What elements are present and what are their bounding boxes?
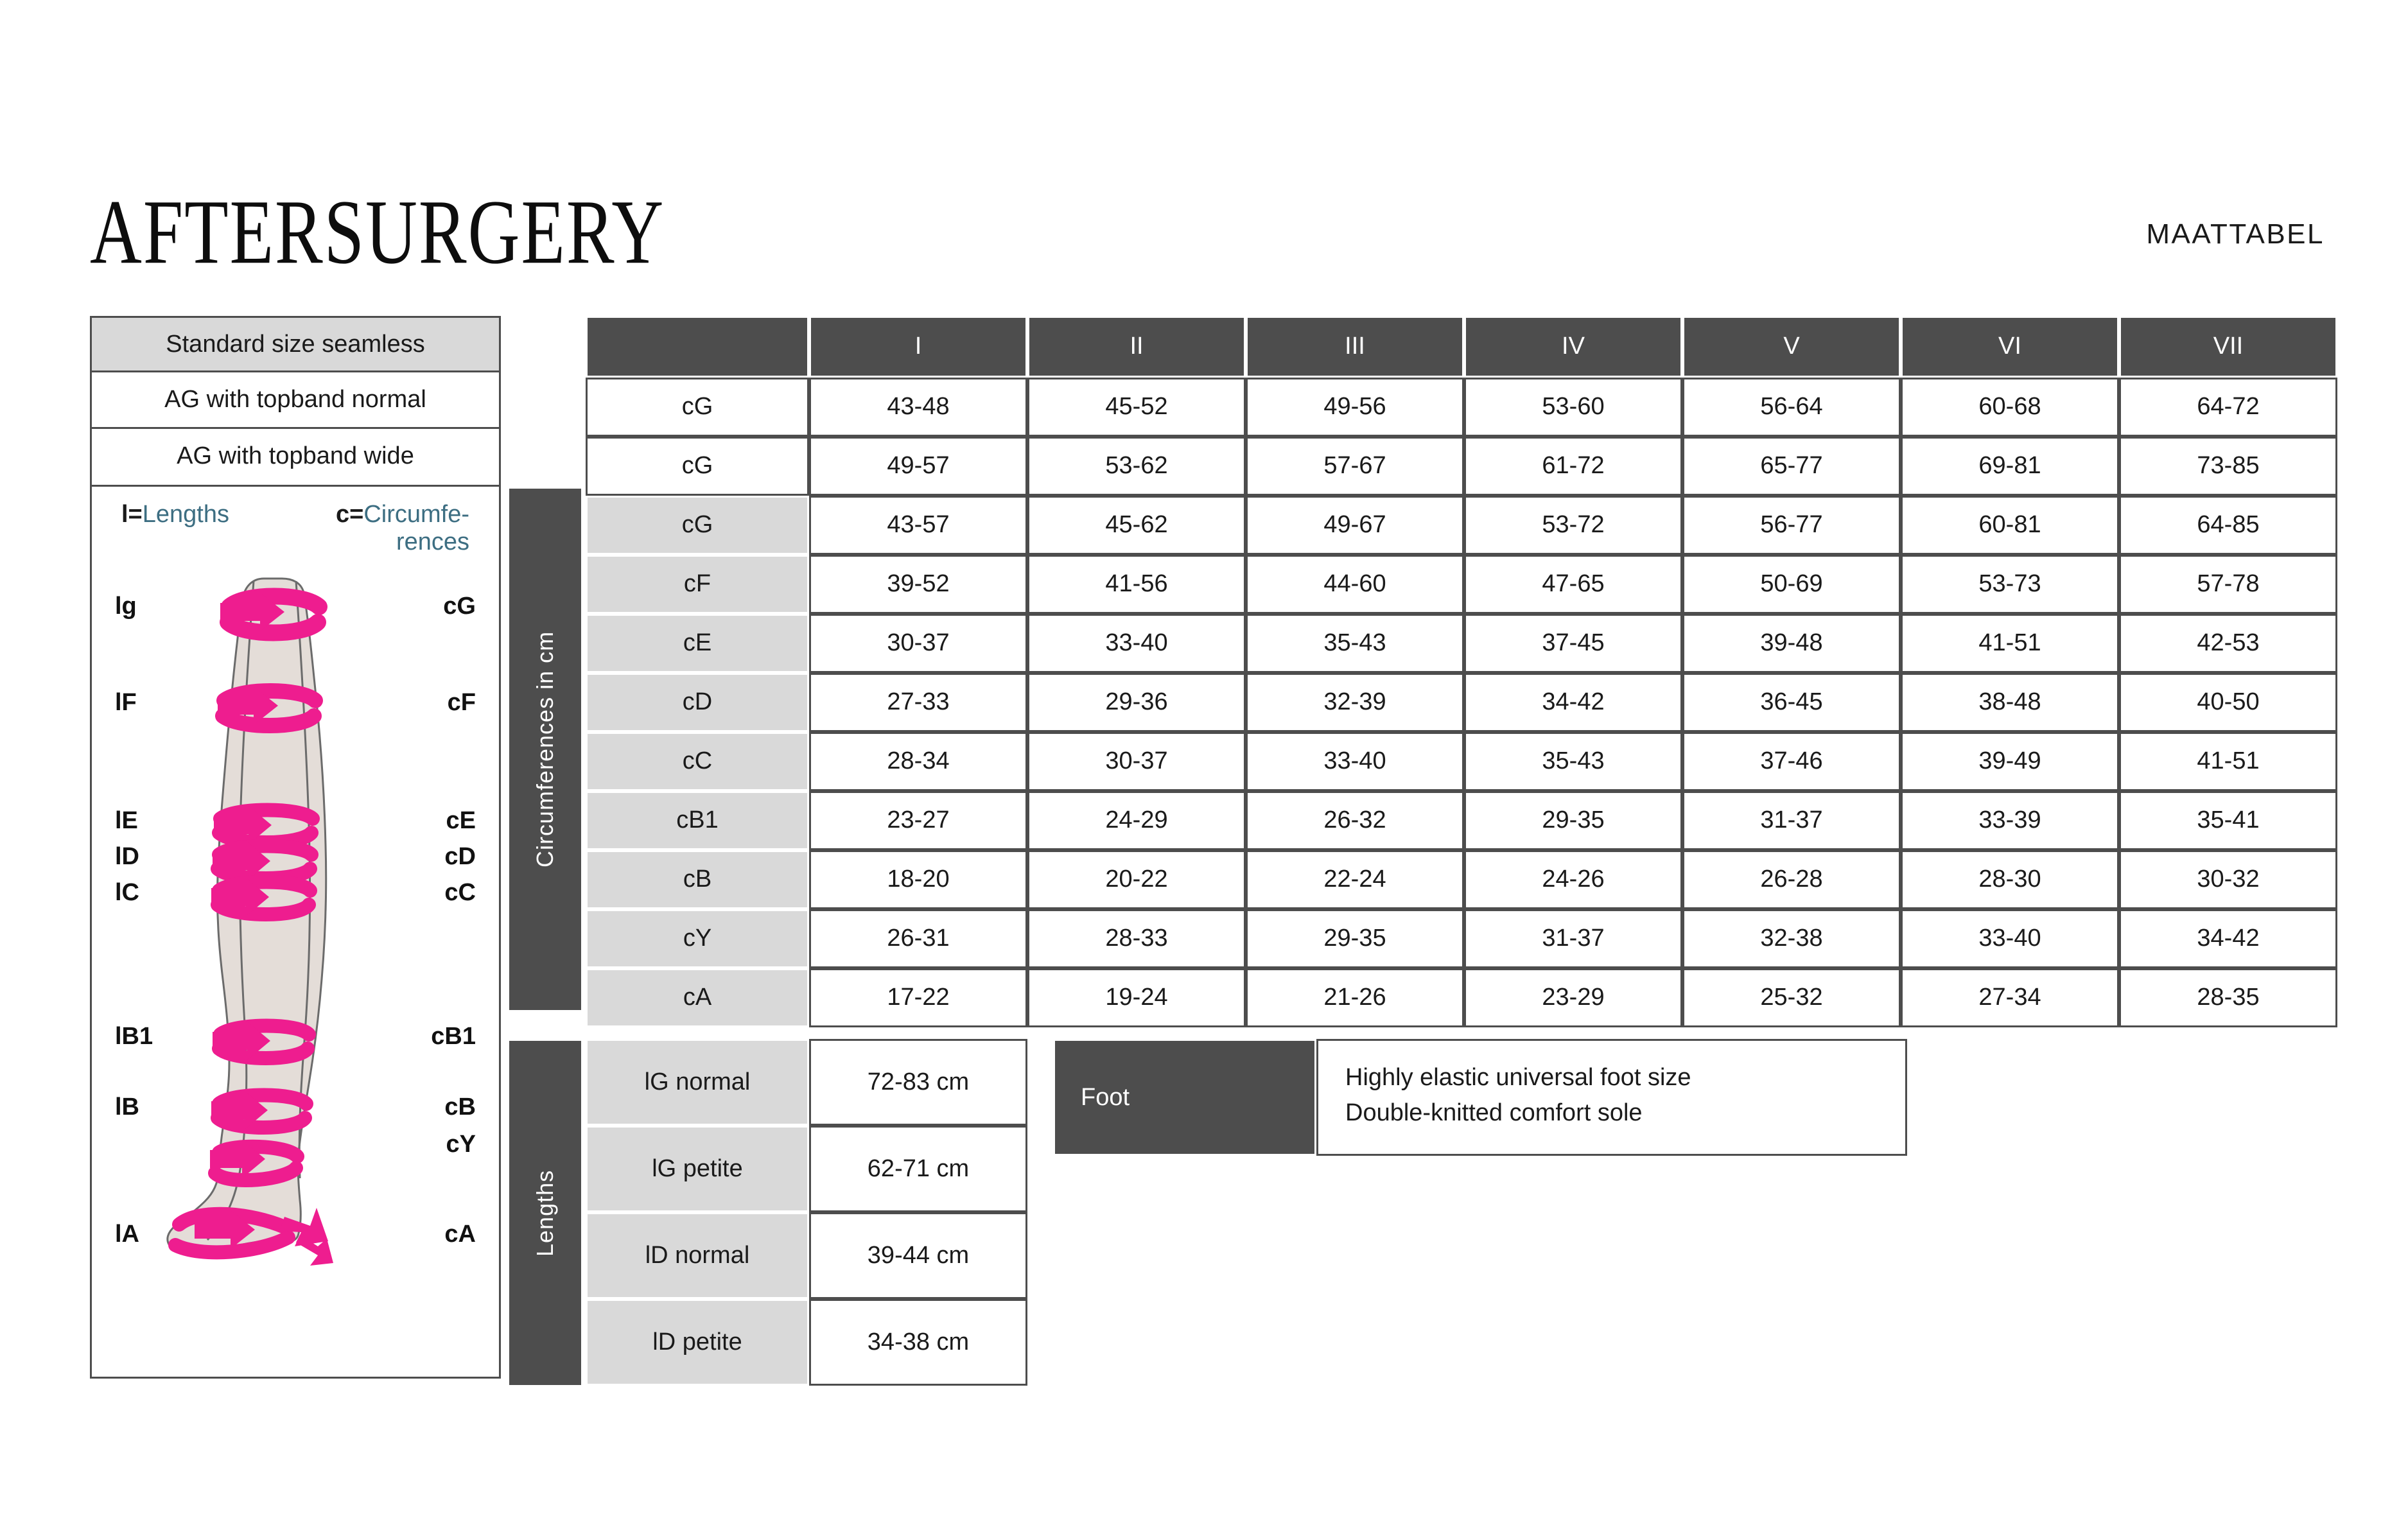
table-cell-r0-c2: 49-56	[1246, 378, 1464, 437]
leg-label-cB1: cB1	[431, 1023, 476, 1050]
table-cell-r3-c5: 53-73	[1901, 555, 2119, 614]
table-cell-r5-c1: 29-36	[1027, 673, 1246, 732]
leg-label-lF: lF	[115, 689, 137, 716]
leg-label-lg: lg	[115, 593, 137, 620]
leg-label-cC: cC	[444, 879, 476, 906]
table-cell-r2-c1: 45-62	[1027, 496, 1246, 555]
table-cell-r1-c1: 53-62	[1027, 437, 1246, 496]
leg-label-lC: lC	[115, 879, 139, 906]
table-row-label-4: cE	[586, 614, 809, 673]
table-header-size-I: I	[809, 316, 1027, 378]
table-cell-r7-c0: 23-27	[809, 791, 1027, 850]
table-cell-r1-c3: 61-72	[1464, 437, 1682, 496]
leg-label-lA: lA	[115, 1221, 139, 1248]
page-header	[0, 0, 2408, 308]
table-cell-r2-c4: 56-77	[1682, 496, 1901, 555]
foot-line-1: Highly elastic universal foot size	[1345, 1064, 1691, 1091]
lengths-row-value-1: 62-71 cm	[809, 1126, 1027, 1212]
table-header-size-III: III	[1246, 316, 1464, 378]
table-cell-r8-c0: 18-20	[809, 850, 1027, 909]
table-cell-r6-c6: 41-51	[2119, 732, 2337, 791]
table-cell-r2-c6: 64-85	[2119, 496, 2337, 555]
table-cell-r7-c5: 33-39	[1901, 791, 2119, 850]
table-cell-r8-c5: 28-30	[1901, 850, 2119, 909]
table-cell-r10-c6: 28-35	[2119, 968, 2337, 1027]
table-header-size-IV: IV	[1464, 316, 1682, 378]
lengths-row-label-1: lG petite	[586, 1126, 809, 1212]
leg-label-lD: lD	[115, 843, 139, 870]
table-row-label-2: cG	[586, 496, 809, 555]
section-label-lengths: Lengths	[507, 1039, 583, 1387]
table-header-size-VII: VII	[2119, 316, 2337, 378]
table-cell-r9-c0: 26-31	[809, 909, 1027, 968]
table-cell-r0-c3: 53-60	[1464, 378, 1682, 437]
leg-label-lB: lB	[115, 1094, 139, 1120]
table-row-label-0: cG	[586, 378, 809, 437]
table-cell-r1-c2: 57-67	[1246, 437, 1464, 496]
legend-lengths-key: l=	[121, 501, 143, 528]
table-cell-r9-c5: 33-40	[1901, 909, 2119, 968]
left-panel	[90, 316, 501, 1379]
lengths-row-label-3: lD petite	[586, 1299, 809, 1386]
lengths-row-value-3: 34-38 cm	[809, 1299, 1027, 1386]
table-cell-r4-c3: 37-45	[1464, 614, 1682, 673]
table-cell-r2-c5: 60-81	[1901, 496, 2119, 555]
foot-label: Foot	[1053, 1039, 1316, 1156]
table-cell-r5-c3: 34-42	[1464, 673, 1682, 732]
table-cell-r9-c1: 28-33	[1027, 909, 1246, 968]
brand-logo: AFTERSURGERY	[90, 181, 665, 284]
table-cell-r5-c5: 38-48	[1901, 673, 2119, 732]
leg-illustration-svg	[92, 575, 499, 1376]
table-cell-r9-c3: 31-37	[1464, 909, 1682, 968]
table-cell-r8-c1: 20-22	[1027, 850, 1246, 909]
table-cell-r2-c3: 53-72	[1464, 496, 1682, 555]
legend-lengths-value: Lengths	[142, 501, 229, 528]
table-cell-r6-c4: 37-46	[1682, 732, 1901, 791]
table-cell-r10-c5: 27-34	[1901, 968, 2119, 1027]
leg-label-cD: cD	[444, 843, 476, 870]
table-cell-r1-c0: 49-57	[809, 437, 1027, 496]
table-cell-r1-c5: 69-81	[1901, 437, 2119, 496]
table-cell-r7-c2: 26-32	[1246, 791, 1464, 850]
table-cell-r5-c4: 36-45	[1682, 673, 1901, 732]
table-cell-r7-c6: 35-41	[2119, 791, 2337, 850]
table-cell-r5-c0: 27-33	[809, 673, 1027, 732]
leg-label-cF: cF	[447, 689, 476, 716]
left-row-topband-wide: AG with topband wide	[92, 427, 499, 484]
table-cell-r4-c5: 41-51	[1901, 614, 2119, 673]
table-cell-r3-c0: 39-52	[809, 555, 1027, 614]
legend-circ-key: c=	[335, 501, 364, 528]
table-cell-r6-c2: 33-40	[1246, 732, 1464, 791]
table-cell-r8-c4: 26-28	[1682, 850, 1901, 909]
table-row-label-3: cF	[586, 555, 809, 614]
table-cell-r10-c1: 19-24	[1027, 968, 1246, 1027]
table-cell-r10-c4: 25-32	[1682, 968, 1901, 1027]
table-cell-r10-c3: 23-29	[1464, 968, 1682, 1027]
table-header-size-II: II	[1027, 316, 1246, 378]
legend	[92, 485, 499, 568]
section-label-circumferences: Circumferences in cm	[507, 487, 583, 1012]
table-cell-r1-c6: 73-85	[2119, 437, 2337, 496]
leg-label-cY: cY	[446, 1131, 476, 1158]
table-cell-r3-c1: 41-56	[1027, 555, 1246, 614]
table-row-label-7: cB1	[586, 791, 809, 850]
table-header-corner	[586, 316, 809, 378]
table-cell-r8-c3: 24-26	[1464, 850, 1682, 909]
table-row-label-9: cY	[586, 909, 809, 968]
page-title: MAATTABEL	[2146, 218, 2325, 250]
table-row-label-1: cG	[586, 437, 809, 496]
table-cell-r1-c4: 65-77	[1682, 437, 1901, 496]
leg-label-cG: cG	[443, 593, 476, 620]
table-cell-r3-c3: 47-65	[1464, 555, 1682, 614]
standard-size-title: Standard size seamless	[92, 318, 499, 370]
table-row-label-10: cA	[586, 968, 809, 1027]
table-cell-r5-c2: 32-39	[1246, 673, 1464, 732]
table-cell-r5-c6: 40-50	[2119, 673, 2337, 732]
table-row-label-6: cC	[586, 732, 809, 791]
table-cell-r0-c1: 45-52	[1027, 378, 1246, 437]
table-cell-r0-c6: 64-72	[2119, 378, 2337, 437]
table-cell-r3-c4: 50-69	[1682, 555, 1901, 614]
table-cell-r6-c0: 28-34	[809, 732, 1027, 791]
table-cell-r2-c0: 43-57	[809, 496, 1027, 555]
table-cell-r3-c6: 57-78	[2119, 555, 2337, 614]
table-cell-r4-c2: 35-43	[1246, 614, 1464, 673]
table-cell-r9-c2: 29-35	[1246, 909, 1464, 968]
leg-label-lB1: lB1	[115, 1023, 153, 1050]
leg-diagram	[92, 575, 499, 1376]
leg-label-cA: cA	[444, 1221, 476, 1248]
legend-circ-value: Circumfe-	[363, 501, 469, 528]
table-row-label-8: cB	[586, 850, 809, 909]
table-cell-r10-c0: 17-22	[809, 968, 1027, 1027]
left-row-topband-normal: AG with topband normal	[92, 370, 499, 427]
lengths-row-value-2: 39-44 cm	[809, 1212, 1027, 1299]
leg-label-cE: cE	[446, 807, 476, 834]
table-cell-r8-c2: 22-24	[1246, 850, 1464, 909]
table-cell-r0-c5: 60-68	[1901, 378, 2119, 437]
leg-label-lE: lE	[115, 807, 138, 834]
table-header-size-VI: VI	[1901, 316, 2119, 378]
table-cell-r6-c1: 30-37	[1027, 732, 1246, 791]
lengths-row-value-0: 72-83 cm	[809, 1039, 1027, 1126]
table-cell-r7-c3: 29-35	[1464, 791, 1682, 850]
table-cell-r8-c6: 30-32	[2119, 850, 2337, 909]
table-cell-r4-c0: 30-37	[809, 614, 1027, 673]
table-row-label-5: cD	[586, 673, 809, 732]
leg-label-cB: cB	[444, 1094, 476, 1120]
lengths-row-label-0: lG normal	[586, 1039, 809, 1126]
table-cell-r6-c3: 35-43	[1464, 732, 1682, 791]
foot-description	[1316, 1039, 1907, 1156]
table-cell-r9-c4: 32-38	[1682, 909, 1901, 968]
table-header-size-V: V	[1682, 316, 1901, 378]
table-cell-r9-c6: 34-42	[2119, 909, 2337, 968]
table-cell-r3-c2: 44-60	[1246, 555, 1464, 614]
table-cell-r4-c6: 42-53	[2119, 614, 2337, 673]
table-cell-r0-c0: 43-48	[809, 378, 1027, 437]
table-cell-r4-c1: 33-40	[1027, 614, 1246, 673]
table-cell-r2-c2: 49-67	[1246, 496, 1464, 555]
table-cell-r4-c4: 39-48	[1682, 614, 1901, 673]
table-cell-r6-c5: 39-49	[1901, 732, 2119, 791]
table-cell-r10-c2: 21-26	[1246, 968, 1464, 1027]
table-cell-r7-c1: 24-29	[1027, 791, 1246, 850]
table-cell-r7-c4: 31-37	[1682, 791, 1901, 850]
legend-circ-value-cont: rences	[396, 528, 469, 555]
table-cell-r0-c4: 56-64	[1682, 378, 1901, 437]
lengths-row-label-2: lD normal	[586, 1212, 809, 1299]
foot-line-2: Double-knitted comfort sole	[1345, 1099, 1643, 1127]
